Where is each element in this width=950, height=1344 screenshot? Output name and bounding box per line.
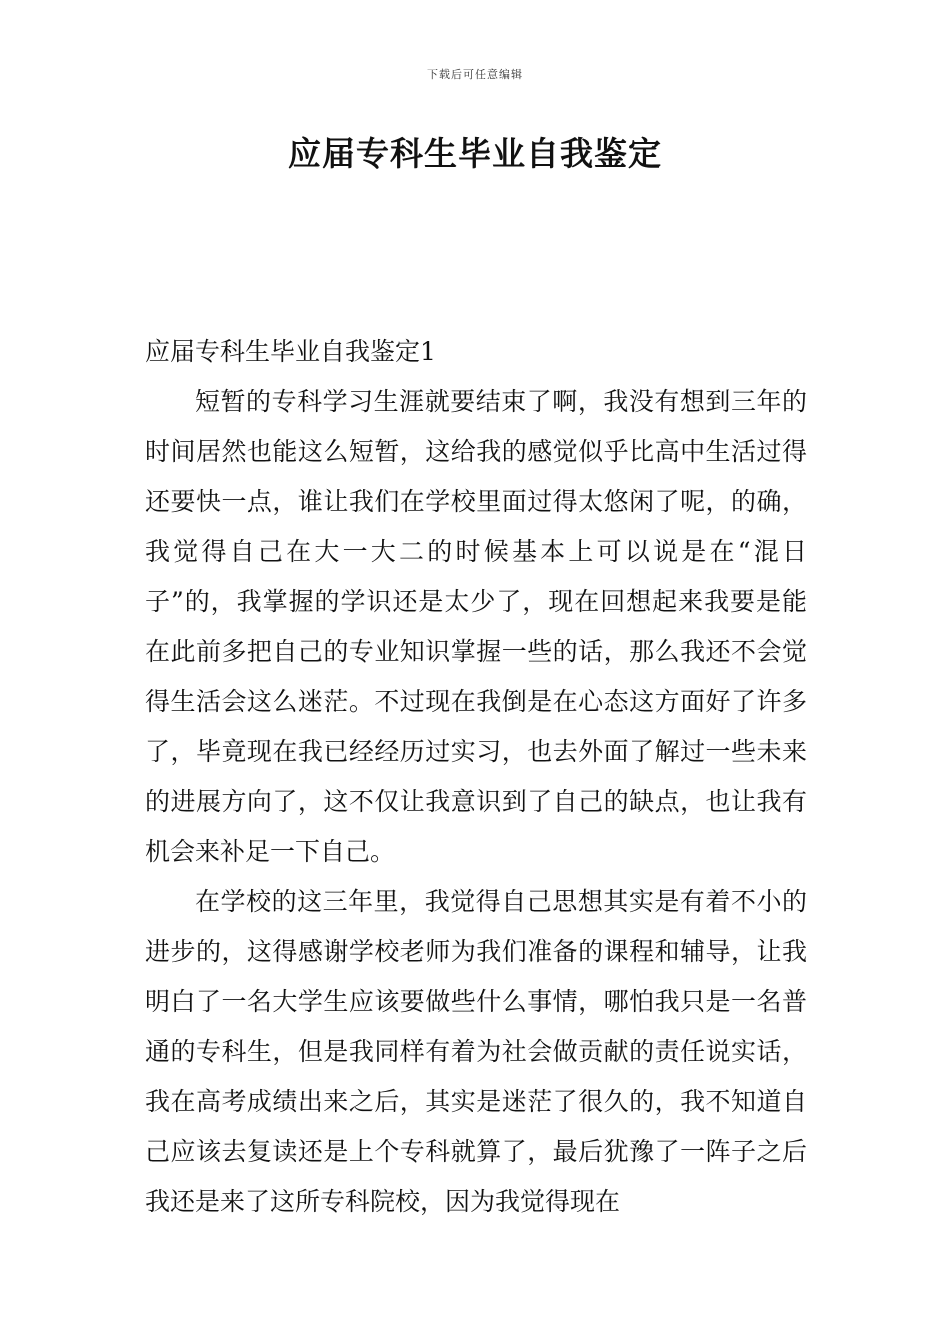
document-title: 应届专科生毕业自我鉴定 — [288, 134, 662, 173]
body-paragraph-1: 短暂的专科学习生涯就要结束了啊，我没有想到三年的时间居然也能这么短暂，这给我的感觉似乎比高中生活过得还要快一点，谁让我们在学校里面过得太悠闲了呢，的确，我觉得自己在大一大二的时候基本上可以说是在“混日子”的，我掌握的学识还是太少了，现在回想起来我要是能在此前多把自己的专业知识掌握一些的话，那么我还不会觉得生活会这么迷茫。不过现在我倒是在心态这方面好了许多了，毕竟现在我已经经历过实习，也去外面了解过一些未来的进展方向了，这不仅让我意识到了自己的缺点，也让我有机会来补足一下自己。 — [145, 387, 807, 866]
document-body — [145, 327, 807, 1227]
section-heading: 应届专科生毕业自我鉴定1 — [145, 337, 436, 366]
body-paragraph-2: 在学校的这三年里，我觉得自己思想其实是有着不小的进步的，这得感谢学校老师为我们准备的课程和辅导，让我明白了一名大学生应该要做些什么事情，哪怕我只是一名普通的专科生，但是我同样有着为社会做贡献的责任说实话，我在高考成绩出来之后，其实是迷茫了很久的，我不知道自己应该去复读还是上个专科就算了，最后犹豫了一阵子之后我还是来了这所专科院校，因为我觉得现在 — [145, 887, 807, 1216]
header-note: 下载后可任意编辑 — [427, 68, 523, 81]
